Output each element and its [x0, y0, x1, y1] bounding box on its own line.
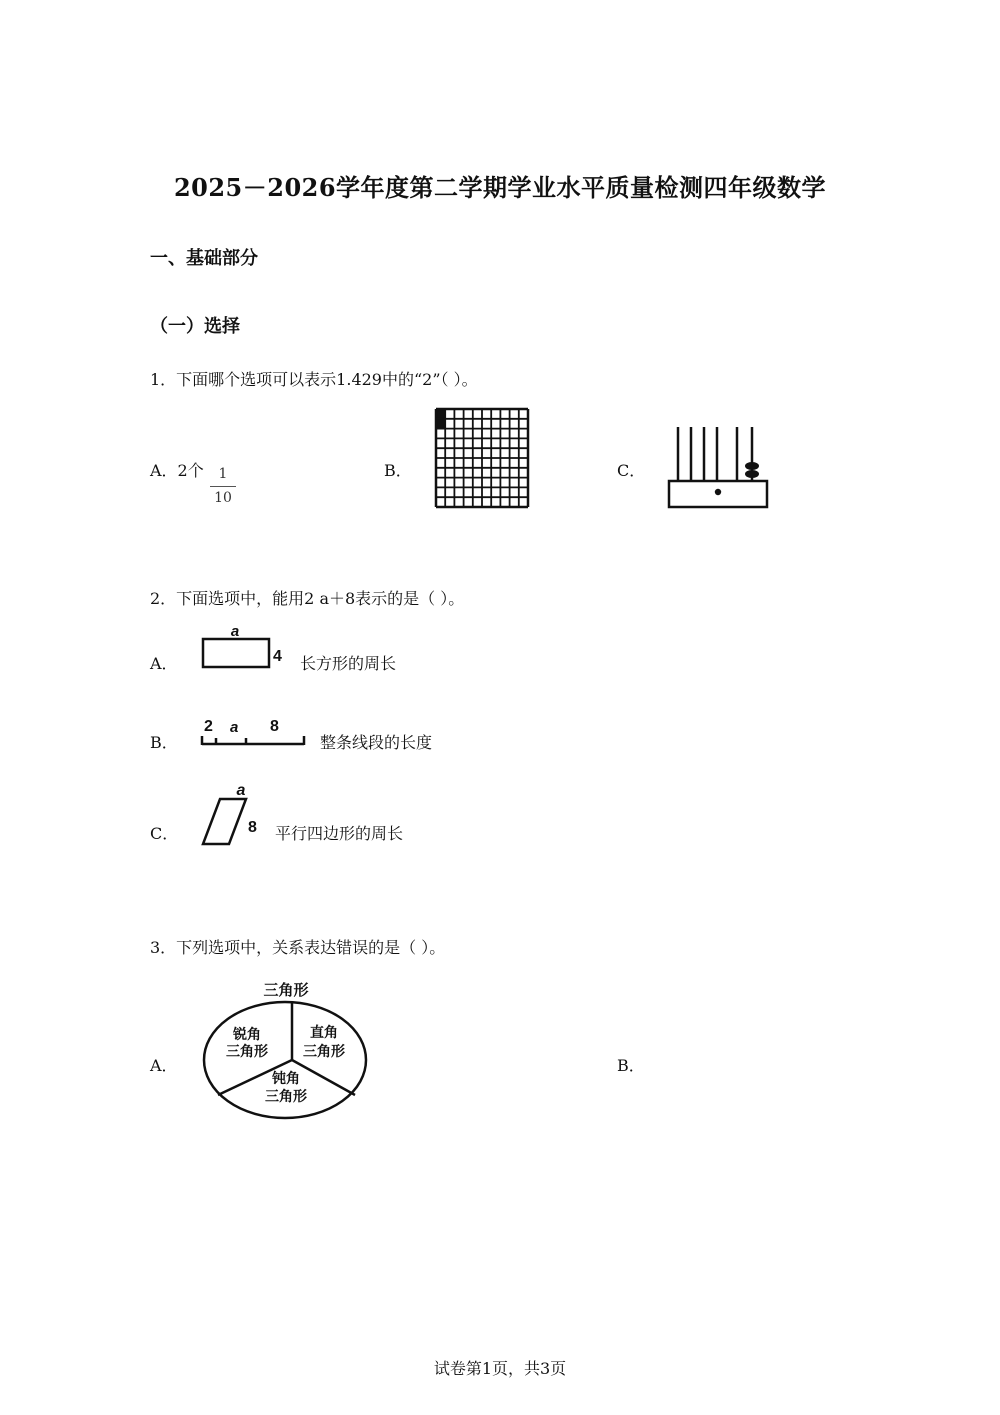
pie-left-line1: 锐角	[233, 1027, 261, 1043]
question-2-stem: 2．下面选项中，能用2 a＋8表示的是（ ）。	[150, 589, 465, 608]
q1-option-a-fraction	[210, 464, 236, 507]
q2-option-c-label[interactable]: C．	[150, 824, 179, 843]
pie-right-line1: 直角	[310, 1025, 338, 1041]
question-3-stem: 3．下列选项中，关系表达错误的是（ ）。	[150, 938, 446, 957]
segment-a-label: a	[230, 719, 239, 736]
q1-option-a-label[interactable]: A．2个	[150, 461, 204, 480]
para-side-a-label: a	[236, 782, 246, 799]
triangle-classification-figure	[200, 978, 370, 1126]
pie-bottom-line1: 钝角	[272, 1071, 300, 1087]
hundred-grid-figure	[435, 408, 529, 508]
fraction-bar	[210, 486, 236, 487]
pie-left-line2: 三角形	[226, 1044, 268, 1060]
rectangle-figure	[200, 622, 292, 672]
q2-option-b-label[interactable]: B．	[150, 733, 178, 752]
fraction-denominator: 10	[214, 490, 232, 506]
q2-option-b-caption: 整条线段的长度	[320, 733, 433, 752]
q3-option-a-label[interactable]: A．	[150, 1056, 178, 1075]
page-footer: 试卷第1页，共3页	[433, 1359, 567, 1378]
q1-option-b-label[interactable]: B．	[384, 461, 412, 480]
q1-option-c-label[interactable]: C．	[617, 461, 646, 480]
q3-option-b-label[interactable]: B．	[617, 1056, 645, 1075]
rect-side-4-label: 4	[273, 648, 282, 665]
q2-option-c-caption: 平行四边形的周长	[275, 824, 404, 843]
parallelogram-figure	[200, 780, 270, 850]
pie-title: 三角形	[263, 981, 309, 999]
abacus-figure	[666, 425, 770, 511]
page-title: 2025－2026学年度第二学期学业水平质量检测四年级数学	[173, 173, 827, 202]
section-heading-basic: 一、基础部分	[150, 248, 258, 269]
pie-right-line2: 三角形	[303, 1044, 345, 1060]
rect-side-a-label: a	[230, 623, 240, 640]
segment-2-label: 2	[204, 718, 213, 735]
fraction-numerator: 1	[218, 466, 228, 482]
pie-bottom-line2: 三角形	[265, 1089, 307, 1105]
segment-8-label: 8	[270, 718, 279, 735]
para-side-8-label: 8	[248, 819, 257, 836]
q2-option-a-label[interactable]: A．	[150, 654, 178, 673]
line-segment-figure	[200, 714, 312, 748]
q2-option-a-caption: 长方形的周长	[300, 654, 397, 673]
subsection-heading-choice: （一）选择	[150, 316, 240, 337]
question-1-stem: 1．下面哪个选项可以表示1.429中的“2”（ ）。	[150, 370, 478, 389]
